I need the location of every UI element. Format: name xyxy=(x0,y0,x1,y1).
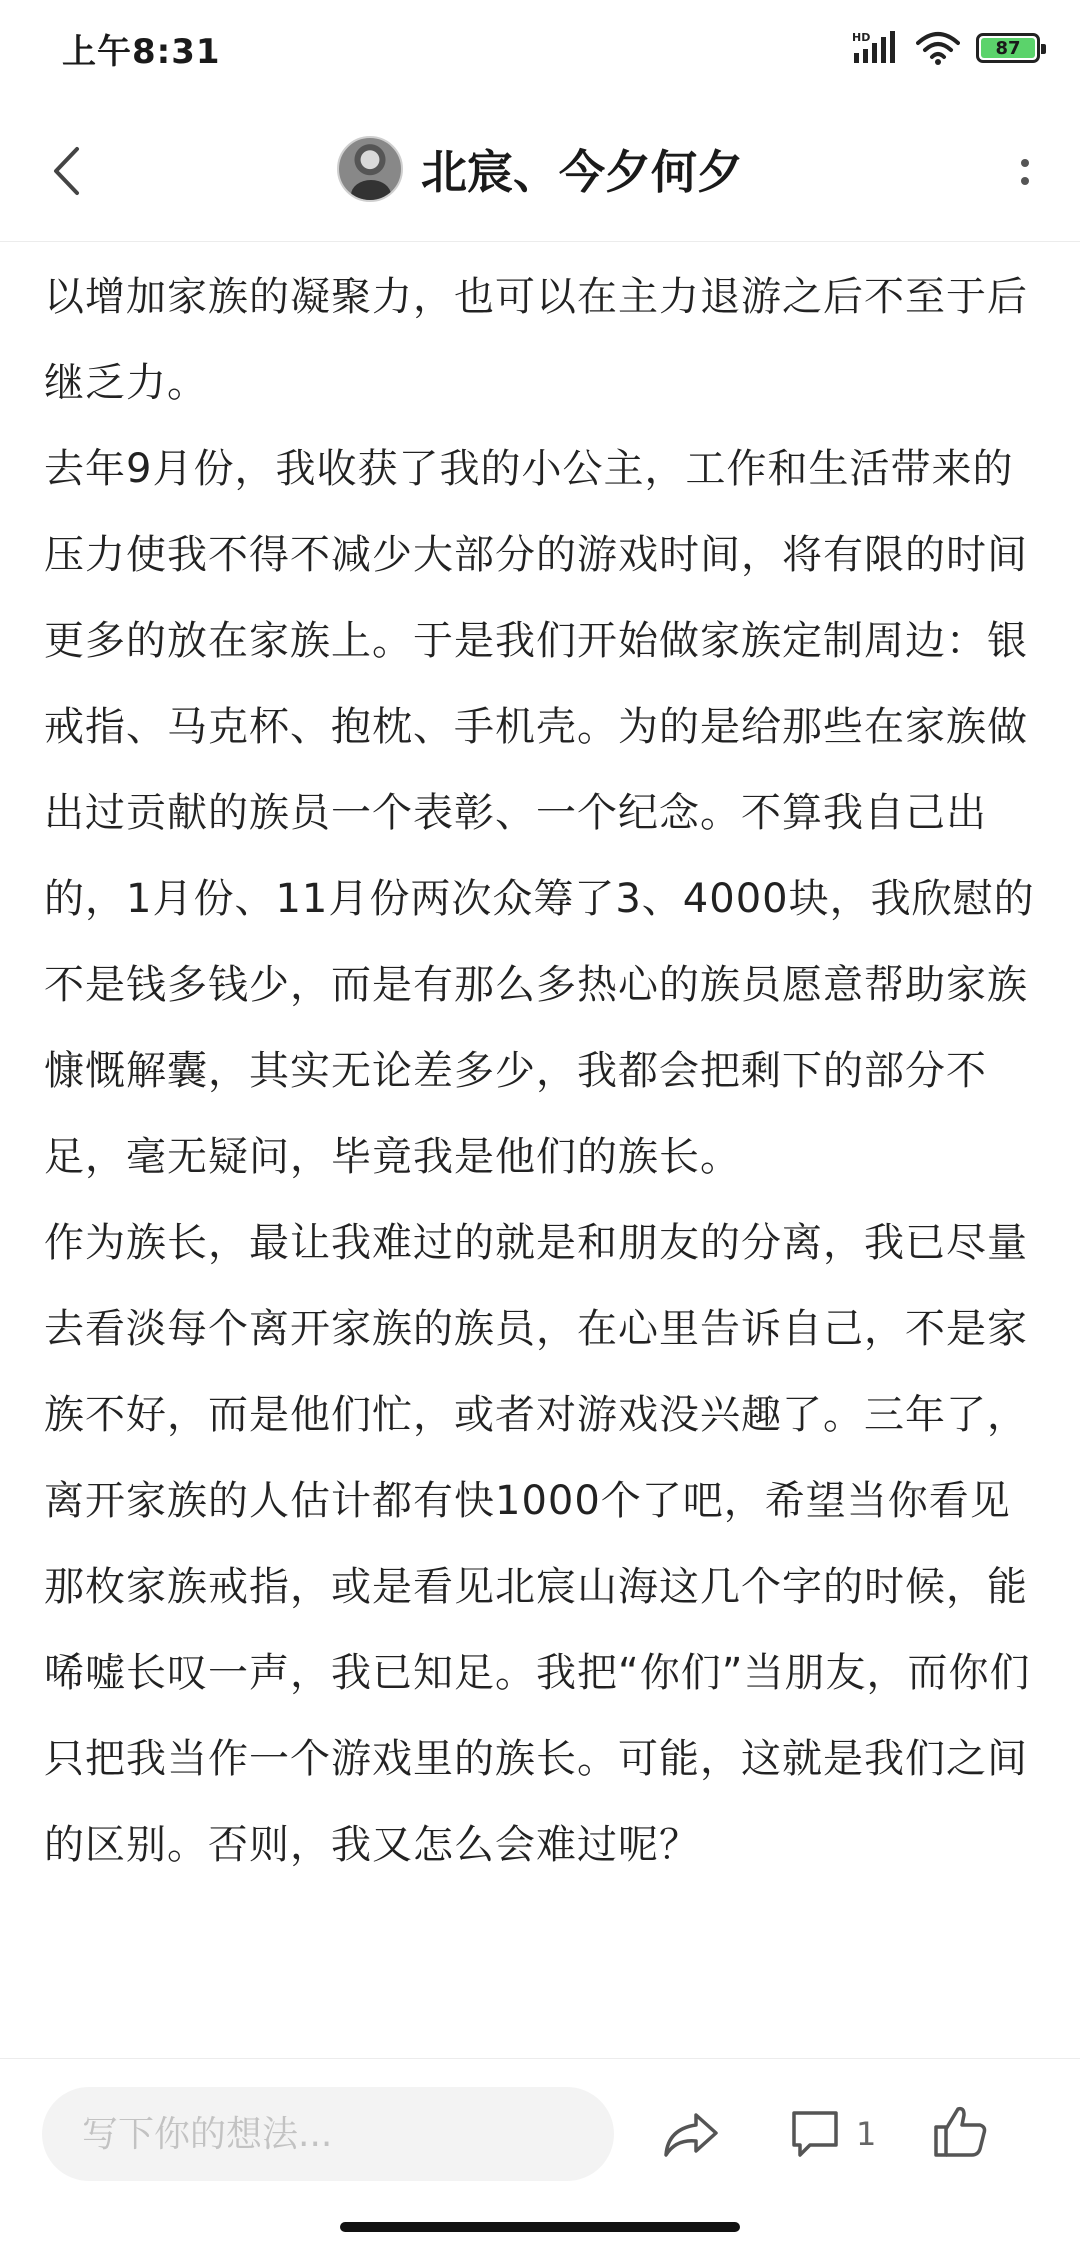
article-paragraph: 作为族长，最让我难过的就是和朋友的分离，我已尽量去看淡每个离开家族的族员，在心里告诉自己，不是家族不好，而是他们忙，或者对游戏没兴趣了。三年了，离开家族的人估计都有快1000个了吧，希望当你看见那枚家族戒指，或是看见北宸山海这几个字的时候，能唏嘘长叹一声，我已知足。我把“你们”当朋友，而你们只把我当作一个游戏里的族长。可能，这就是我们之间的区别。否则，我又怎么会难过呢？ xyxy=(44,1220,1031,1868)
wifi-icon xyxy=(916,31,960,65)
nav-bar xyxy=(0,96,1080,242)
avatar[interactable] xyxy=(337,136,403,202)
home-indicator[interactable] xyxy=(340,2222,740,2232)
article-body xyxy=(44,254,1044,2054)
comment-count: 1 xyxy=(856,2115,877,2153)
battery-icon xyxy=(976,33,1040,63)
article-paragraph: 以增加家族的凝聚力，也可以在主力退游之后不至于后继乏力。 xyxy=(44,274,1028,406)
comment-input[interactable] xyxy=(42,2087,614,2181)
share-button[interactable] xyxy=(660,2103,722,2165)
share-icon xyxy=(660,2103,722,2165)
signal-icon xyxy=(852,31,900,65)
network-label: HD xyxy=(852,31,871,44)
like-button[interactable] xyxy=(930,2101,992,2163)
status-bar xyxy=(0,0,1080,96)
status-time: 上午8:31 xyxy=(62,31,221,72)
more-button[interactable] xyxy=(1010,142,1040,202)
nav-title-group[interactable] xyxy=(0,130,1080,208)
more-vertical-icon-dot xyxy=(1021,177,1029,185)
battery-fill xyxy=(981,38,1035,58)
thumbs-up-icon xyxy=(930,2101,992,2163)
more-vertical-icon xyxy=(1021,159,1029,167)
comment-icon xyxy=(788,2107,842,2161)
battery-level: 87 xyxy=(995,37,1021,59)
status-icons xyxy=(852,31,1040,65)
page-title: 北宸、今夕何夕 xyxy=(421,145,743,199)
bottom-action-bar xyxy=(0,2058,1080,2208)
comment-button[interactable] xyxy=(788,2103,876,2165)
article-paragraph: 去年9月份，我收获了我的小公主，工作和生活带来的压力使我不得不减少大部分的游戏时间，将有限的时间更多的放在家族上。于是我们开始做家族定制周边：银戒指、马克杯、抱枕、手机壳。为的是给那些在家族做出过贡献的族员一个表彰、一个纪念。不算我自己出的，1月份、11月份两次众筹了3、4000块，我欣慰的不是钱多钱少，而是有那么多热心的族员愿意帮助家族慷慨解囊，其实无论差多少，我都会把剩下的部分不足，毫无疑问，毕竟我是他们的族长。 xyxy=(44,446,1035,1180)
